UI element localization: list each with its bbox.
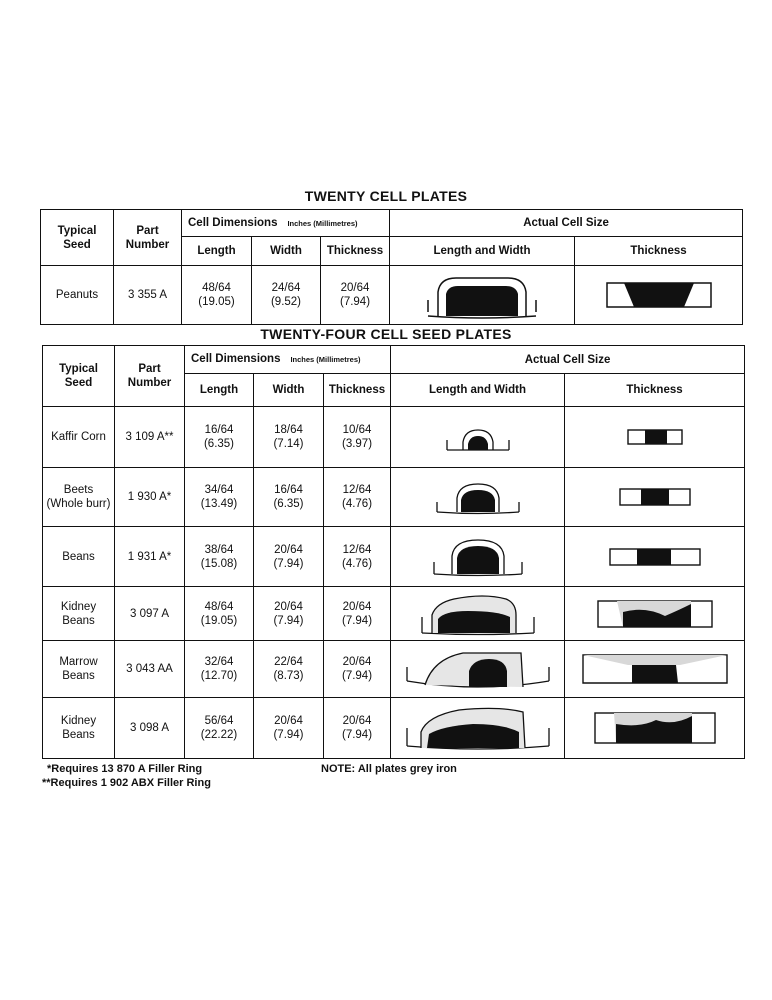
twenty-four-cell-table [42, 345, 745, 759]
width-value: 20/64 (7.94) [254, 587, 324, 641]
part-number: 3 109 A** [115, 407, 185, 468]
table1-title: TWENTY CELL PLATES [304, 188, 468, 204]
seed-name: Beets (Whole burr) [43, 468, 115, 527]
thickness-icon [617, 486, 693, 508]
cell-length-width-drawing [391, 468, 565, 527]
header-thickness-image: Thickness [565, 374, 745, 407]
header-cell-dimensions: Cell Dimensions Inches (Millimetres) [185, 346, 391, 374]
width-value: 16/64 (6.35) [254, 468, 324, 527]
beets-cell-icon [433, 478, 523, 516]
footnote-filler-ring-2: **Requires 1 902 ABX Filler Ring [42, 777, 211, 789]
thickness-value: 20/64 (7.94) [321, 266, 390, 325]
thickness-icon [580, 651, 730, 687]
cell-thickness-drawing [565, 698, 745, 759]
cell-thickness-drawing [565, 527, 745, 587]
length-value: 34/64 (13.49) [185, 468, 254, 527]
header-part-number: Part Number [115, 346, 185, 407]
header-length-and-width: Length and Width [390, 237, 575, 266]
width-value: 24/64 (9.52) [252, 266, 321, 325]
seed-name: Kidney Beans [43, 698, 115, 759]
part-number: 3 043 AA [115, 641, 185, 698]
cell-length-width-drawing [391, 641, 565, 698]
thickness-value: 20/64 (7.94) [324, 587, 391, 641]
header-thickness: Thickness [321, 237, 390, 266]
header-width: Width [254, 374, 324, 407]
header-actual-cell-size: Actual Cell Size [391, 346, 745, 374]
note-grey-iron: NOTE: All plates grey iron [321, 763, 457, 775]
header-actual-cell-size: Actual Cell Size [390, 210, 743, 237]
header-thickness: Thickness [324, 374, 391, 407]
seed-name: Kaffir Corn [43, 407, 115, 468]
header-typical-seed: Typical Seed [43, 346, 115, 407]
table-row [43, 698, 745, 759]
table-row [43, 527, 745, 587]
footnote-filler-ring-1: *Requires 13 870 A Filler Ring [47, 763, 203, 775]
length-value: 32/64 (12.70) [185, 641, 254, 698]
header-cell-dimensions: Cell Dimensions Inches (Millimetres) [182, 210, 390, 237]
header-length-and-width: Length and Width [391, 374, 565, 407]
length-value: 48/64 (19.05) [182, 266, 252, 325]
thickness-value: 20/64 (7.94) [324, 641, 391, 698]
seed-name: Kidney Beans [43, 587, 115, 641]
header-typical-seed: Typical Seed [41, 210, 114, 266]
table-row [43, 407, 745, 468]
header-length: Length [185, 374, 254, 407]
seed-name: Peanuts [41, 266, 114, 325]
part-number: 1 931 A* [115, 527, 185, 587]
thickness-icon [595, 598, 715, 630]
part-number: 3 098 A [115, 698, 185, 759]
kaffir-corn-cell-icon [443, 422, 513, 452]
cell-thickness-drawing [565, 641, 745, 698]
cell-thickness-drawing [565, 468, 745, 527]
table-row [41, 266, 743, 325]
seed-name: Beans [43, 527, 115, 587]
table-row [43, 468, 745, 527]
cell-thickness-drawing [565, 407, 745, 468]
width-value: 20/64 (7.94) [254, 527, 324, 587]
cell-length-width-drawing [391, 527, 565, 587]
cell-length-width-drawing [391, 698, 565, 759]
marrow-beans-cell-icon [403, 645, 553, 693]
part-number: 3 097 A [115, 587, 185, 641]
thickness-icon [592, 710, 718, 746]
table2-title: TWENTY-FOUR CELL SEED PLATES [260, 326, 512, 342]
length-value: 38/64 (15.08) [185, 527, 254, 587]
cell-length-width-drawing [391, 407, 565, 468]
cell-thickness-drawing [565, 587, 745, 641]
thickness-trapezoid-icon [604, 279, 714, 311]
beans-cell-icon [430, 536, 526, 578]
length-value: 16/64 (6.35) [185, 407, 254, 468]
part-number: 3 355 A [114, 266, 182, 325]
header-length: Length [182, 237, 252, 266]
width-value: 20/64 (7.94) [254, 698, 324, 759]
cell-thickness-drawing [575, 266, 743, 325]
header-thickness-image: Thickness [575, 237, 743, 266]
kidney-beans-cell-icon [418, 591, 538, 637]
table-row [43, 641, 745, 698]
thickness-icon [607, 546, 703, 568]
thickness-value: 20/64 (7.94) [324, 698, 391, 759]
thickness-value: 12/64 (4.76) [324, 468, 391, 527]
length-value: 48/64 (19.05) [185, 587, 254, 641]
cell-length-width-drawing [390, 266, 575, 325]
kidney-beans-long-cell-icon [403, 702, 553, 754]
table-row [43, 587, 745, 641]
thickness-value: 12/64 (4.76) [324, 527, 391, 587]
width-value: 22/64 (8.73) [254, 641, 324, 698]
thickness-icon [625, 427, 685, 447]
width-value: 18/64 (7.14) [254, 407, 324, 468]
peanut-cell-icon [422, 270, 542, 320]
thickness-value: 10/64 (3.97) [324, 407, 391, 468]
twenty-cell-table [40, 209, 743, 325]
cell-length-width-drawing [391, 587, 565, 641]
seed-name: Marrow Beans [43, 641, 115, 698]
header-width: Width [252, 237, 321, 266]
header-part-number: Part Number [114, 210, 182, 266]
length-value: 56/64 (22.22) [185, 698, 254, 759]
part-number: 1 930 A* [115, 468, 185, 527]
